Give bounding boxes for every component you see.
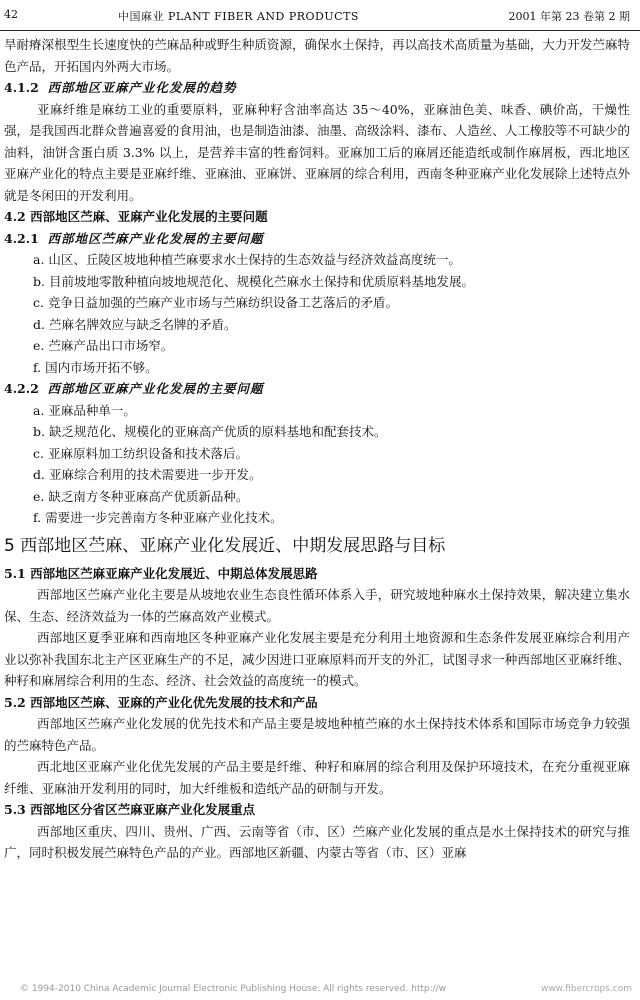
list-item: b. 目前坡地零散种植向坡地规范化、规模化苎麻水土保持和优质原料基地发展。 xyxy=(33,273,474,289)
heading-5-2: 5.2 西部地区苎麻、亚麻的产业化优先发展的技术和产品 xyxy=(4,694,318,710)
paragraph-5-1-a: 西部地区苎麻产业化主要是从坡地农业生态良性循环体系入手，研究坡地种麻水土保持效果，解决建立集水保、生态、经济效益为一体的苎麻高效产业模式。 xyxy=(4,587,630,624)
list-item: e. 苎麻产品出口市场窄。 xyxy=(33,338,174,353)
list-item: c. 竞争日益加强的苎麻产业市场与苎麻纺织设备工艺落后的矛盾。 xyxy=(33,295,398,310)
running-header xyxy=(0,0,640,28)
list-item: f. 需要进一步完善南方冬种亚麻产业化技术。 xyxy=(33,510,283,525)
heading-text: 西部地区亚麻产业化发展的趋势 xyxy=(47,80,237,95)
heading-4-2: 4.2 西部地区苎麻、亚麻产业化发展的主要问题 xyxy=(4,209,268,224)
list-item: c. 亚麻原料加工纺织设备和技术落后。 xyxy=(33,445,248,461)
heading-text: 西部地区苎麻产业化发展的主要问题 xyxy=(47,230,264,246)
heading-4-2-2 xyxy=(0,378,630,400)
paragraph-4-1-2: 亚麻纤维是麻纺工业的重要原料，亚麻种籽含油率高达 35～40%，亚麻油色美、味香、碘价高，干燥性强，是我国西北群众普遍喜爱的食用油，也是制造油漆、油墨、高级涂料、漆布、人造丝、人工橡胶等不可缺少的油料，油饼含蛋白质 3.3% 以上，是营养丰富的牲畜饲料。亚麻加工后的麻屑还能造纸或制作麻屑板，西北地区亚麻产业化的特点主要是亚麻纤维、亚麻油、亚麻饼、亚麻屑的综合利用，西南冬种亚麻产业化发展除上述特点外就是冬闲田的开发利用。 xyxy=(4,101,630,203)
paragraph-5-2-a: 西部地区苎麻产业化发展的优先技术和产品主要是坡地种植苎麻的水土保持技术体系和国际市场竞争力较强的苎麻特色产品。 xyxy=(4,716,630,753)
heading-number: 4.2.2 xyxy=(4,381,39,396)
list-item: b. 缺乏规范化、规模化的亚麻高产优质的原料基地和配套技术。 xyxy=(33,424,387,439)
heading-5-1: 5.1 西部地区苎麻亚麻产业化发展近、中期总体发展思路 xyxy=(4,565,318,581)
paragraph-5-2-b: 西北地区亚麻产业化优先发展的产品主要是纤维、种籽和麻屑的综合利用及保护环境技术，在充分重视亚麻纤维、亚麻油开发利用的同时，加大纤维板和造纸产品的研制与开发。 xyxy=(4,759,630,796)
paragraph-5-3: 西部地区重庆、四川、贵州、广西、云南等省（市、区）苎麻产业化发展的重点是水土保持技术的研究与推广，同时积极发展苎麻特色产品的产业。西部地区新疆、内蒙古等省（市、区）亚麻 xyxy=(4,823,630,860)
header-rule xyxy=(0,30,640,31)
heading-number: 4.1.2 xyxy=(4,80,39,95)
heading-5-3: 5.3 西部地区分省区苎麻亚麻产业化发展重点 xyxy=(4,802,256,817)
list-item: d. 苎麻名牌效应与缺乏名牌的矛盾。 xyxy=(33,316,237,332)
heading-text: 西部地区亚麻产业化发展的主要问题 xyxy=(47,381,264,396)
list-item: a. 山区、丘陵区坡地种植苎麻要求水土保持的生态效益与经济效益高度统一。 xyxy=(33,252,461,267)
journal-title: 中国麻业 PLANT FIBER AND PRODUCTS xyxy=(118,10,359,23)
page-number: 42 xyxy=(4,8,18,21)
heading-number: 4.2.1 xyxy=(4,230,39,246)
list-item: d. 亚麻综合利用的技术需要进一步开发。 xyxy=(33,467,262,482)
paragraph-5-1-b: 西部地区夏季亚麻和西南地区冬种亚麻产业化发展主要是充分利用土地资源和生态条件发展亚麻综合利用产业以弥补我国东北主产区亚麻生产的不足，减少因进口亚麻原料而开支的外汇，试图寻求一种西部地区亚麻纤维、种籽和麻屑综合利用的生态、经济、社会效益的高度统一的模式。 xyxy=(4,630,630,688)
article-body xyxy=(0,34,630,864)
intro-paragraph: 旱耐瘠深根型生长速度快的苎麻品种或野生种质资源，确保水土保持，再以高技术高质量为基础，大力开发苎麻特色产品，开拓国内外两大市场。 xyxy=(4,37,630,74)
heading-4-1-2 xyxy=(0,77,630,99)
list-item: a. 亚麻品种单一。 xyxy=(33,402,136,418)
heading-section-5: 5 西部地区苎麻、亚麻产业化发展近、中期发展思路与目标 xyxy=(4,535,446,556)
heading-4-2-1 xyxy=(0,228,630,250)
issue-info: 2001 年第 23 卷第 2 期 xyxy=(508,10,630,23)
page-footer xyxy=(0,984,640,998)
list-item: f. 国内市场开拓不够。 xyxy=(33,359,158,375)
list-item: e. 缺乏南方冬种亚麻高产优质新品种。 xyxy=(33,488,249,504)
copyright-notice: © 1994-2010 China Academic Journal Electronic Publishing House. All rights reserved. http://w xyxy=(20,984,447,994)
watermark: www.fibercrops.com xyxy=(541,984,632,994)
